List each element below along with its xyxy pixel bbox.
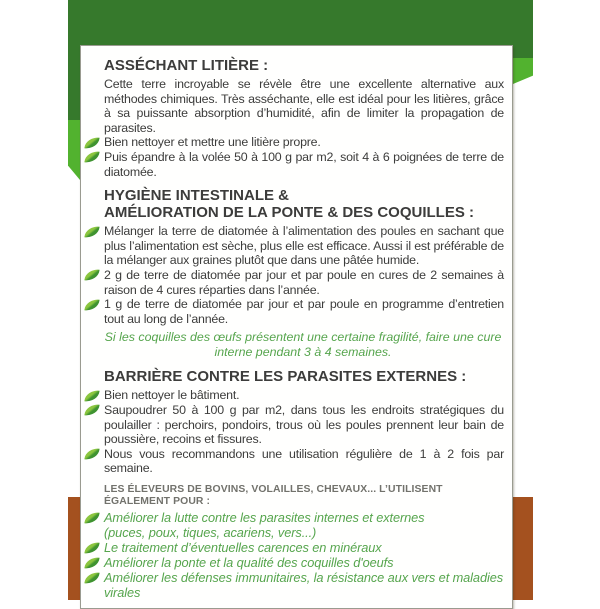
section-heading-hygiene [104, 187, 504, 221]
heading-line: HYGIÈNE INTESTINALE & [104, 187, 290, 205]
leaf-bullet-icon [84, 447, 99, 460]
bullet-item [104, 297, 504, 326]
bullet-list-hygiene [104, 224, 504, 326]
green-item-text: Améliorer la ponte et la qualité des coquilles d'oeufs [104, 554, 394, 570]
bullet-item [104, 224, 504, 268]
green-list-item [104, 570, 504, 600]
bullet-text: Mélanger la terre de diatomée à l’alimentation des poules en sachant que plus l’alimentation est sèche, plus elle est efficace. Aussi il est préférable de la mélanger aux graines plutôt que dans une pâtée humide. [104, 224, 504, 268]
leaf-bullet-icon [84, 136, 99, 149]
bullet-text: Bien nettoyer le bâtiment. [104, 388, 240, 403]
bullet-text: Saupoudrer 50 à 100 g par m2, dans tous les endroits stratégiques du poulailler : perchoirs, pondoirs, trous où les poules prennent leur bain de poussière, recoins et fissures. [104, 402, 504, 447]
leaf-bullet-icon [84, 571, 99, 584]
leaf-bullet-icon [84, 511, 99, 524]
leaf-bullet-icon [84, 225, 99, 238]
leaf-bullet-icon [84, 389, 99, 402]
right-ribbon-decoration [513, 0, 533, 84]
bullet-list-assechant [104, 135, 504, 179]
leaf-bullet-icon [84, 541, 99, 554]
section-heading-barriere: BARRIÈRE CONTRE LES PARASITES EXTERNES : [104, 368, 467, 386]
green-item-text: Améliorer la lutte contre les parasites internes et externes [104, 509, 425, 525]
bullet-item [104, 447, 504, 476]
leaf-bullet-icon [84, 269, 99, 282]
section-eleveurs [104, 484, 504, 600]
bullet-item [104, 135, 504, 150]
leaf-bullet-icon [84, 298, 99, 311]
bullet-list-barriere [104, 388, 504, 476]
green-list-item [104, 555, 504, 570]
section-hygiene-intestinale [104, 187, 504, 360]
green-item-subtext: (puces, poux, tiques, acariens, vers...) [104, 524, 317, 540]
section-assechant-litiere [104, 57, 504, 179]
eggshell-fragility-note: Si les coquilles des œufs présentent une certaine fragilité, faire une cure interne pendant 3 à 4 semaines. [104, 330, 502, 360]
section-heading-assechant: ASSÉCHANT LITIÈRE : [104, 57, 269, 74]
heading-line: AMÉLIORATION DE LA PONTE & DES COQUILLES : [104, 204, 475, 222]
section-paragraph-assechant: Cette terre incroyable se révèle être une excellente alternative aux méthodes chimiques. Très asséchante, elle est idéal pour les litières, grâce à sa puissante absorption d’humidité, afin de limiter la propagation de parasites. [104, 77, 504, 135]
green-item-text: Améliorer les défenses immunitaires, la résistance aux vers et maladies virales [104, 569, 504, 600]
section-barriere-parasites [104, 368, 504, 476]
bullet-item [104, 403, 504, 447]
leaf-bullet-icon [84, 151, 99, 164]
green-item-text: Le traitement d’éventuelles carences en minéraux [104, 539, 382, 555]
top-green-banner [68, 0, 533, 46]
leaf-bullet-icon [84, 404, 99, 417]
bullet-text: Bien nettoyer et mettre une litière propre. [104, 135, 321, 150]
bullet-item [104, 388, 504, 403]
leaf-bullet-icon [84, 556, 99, 569]
bullet-text: Puis épandre à la volée 50 à 100 g par m2, soit 4 à 6 poignées de terre de diatomée. [104, 149, 504, 179]
bullet-item [104, 268, 504, 297]
green-list-item [104, 510, 504, 540]
info-card [80, 45, 513, 609]
bullet-text: 2 g de terre de diatomée par jour et par poule en cures de 2 semaines à raison de 4 cures réparties dans l’année. [104, 267, 504, 297]
left-ribbon-decoration [68, 0, 80, 180]
bullet-text: Nous vous recommandons une utilisation régulière de 1 à 2 fois par semaine. [104, 446, 504, 476]
bullet-text: 1 g de terre de diatomée par jour et par poule en programme d’entretien tout au long de l’année. [104, 297, 504, 326]
green-benefit-list [104, 510, 504, 600]
green-list-item [104, 540, 504, 555]
bullet-item [104, 150, 504, 179]
section-heading-eleveurs: LES ÉLEVEURS DE BOVINS, VOLAILLES, CHEVAUX... L’UTILISENT ÉGALEMENT POUR : [104, 483, 443, 507]
